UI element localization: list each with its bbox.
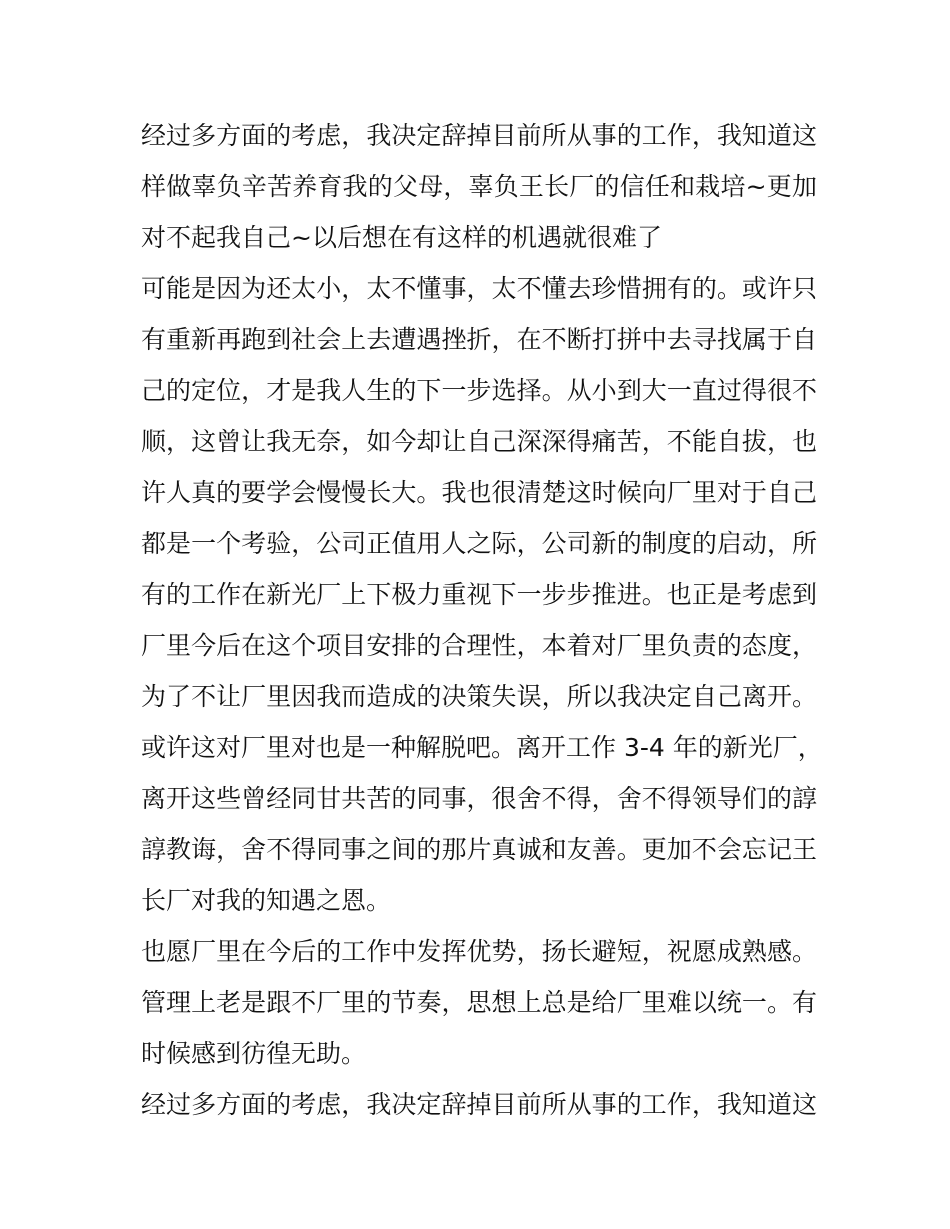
text-line: 或许这对厂里对也是一种解脱吧。离开工作 3-4 年的新光厂， xyxy=(141,733,823,762)
text-line: 为了不让厂里因我而造成的决策失误，所以我决定自己离开。 xyxy=(141,682,817,711)
text-line: 顺，这曾让我无奈，如今却让自己深深得痛苦，不能自拔，也 xyxy=(141,427,817,456)
text-line: 经过多方面的考虑，我决定辞掉目前所从事的工作，我知道这 xyxy=(141,121,817,150)
text-line: 管理上老是跟不厂里的节奏，思想上总是给厂里难以统一。有 xyxy=(141,988,817,1017)
text-line: 经过多方面的考虑，我决定辞掉目前所从事的工作，我知道这 xyxy=(141,1090,817,1119)
text-line: 许人真的要学会慢慢长大。我也很清楚这时候向厂里对于自己 xyxy=(141,478,817,507)
text-line: 厂里今后在这个项目安排的合理性，本着对厂里负责的态度， xyxy=(141,631,817,660)
body-text xyxy=(141,110,823,1130)
text-line: 离开这些曾经同甘共苦的同事，很舍不得，舍不得领导们的諄 xyxy=(141,784,817,813)
text-line: 己的定位，才是我人生的下一步选择。从小到大一直过得很不 xyxy=(141,376,817,405)
text-line: 对不起我自己~以后想在有这样的机遇就很难了 xyxy=(141,223,662,252)
text-line: 諄教诲，舍不得同事之间的那片真诚和友善。更加不会忘记王 xyxy=(141,835,817,864)
text-line: 有的工作在新光厂上下极力重视下一步步推进。也正是考虑到 xyxy=(141,580,817,609)
text-line: 也愿厂里在今后的工作中发挥优势，扬长避短，祝愿成熟感。 xyxy=(141,937,817,966)
text-line: 都是一个考验，公司正值用人之际，公司新的制度的启动，所 xyxy=(141,529,817,558)
text-line: 长厂对我的知遇之恩。 xyxy=(141,886,392,915)
text-line: 有重新再跑到社会上去遭遇挫折，在不断打拼中去寻找属于自 xyxy=(141,325,817,354)
text-line: 时候感到彷徨无助。 xyxy=(141,1039,367,1068)
text-line: 可能是因为还太小，太不懂事，太不懂去珍惜拥有的。或许只 xyxy=(141,274,817,303)
text-line: 样做辜负辛苦养育我的父母，辜负王长厂的信任和栽培~更加 xyxy=(141,172,817,201)
